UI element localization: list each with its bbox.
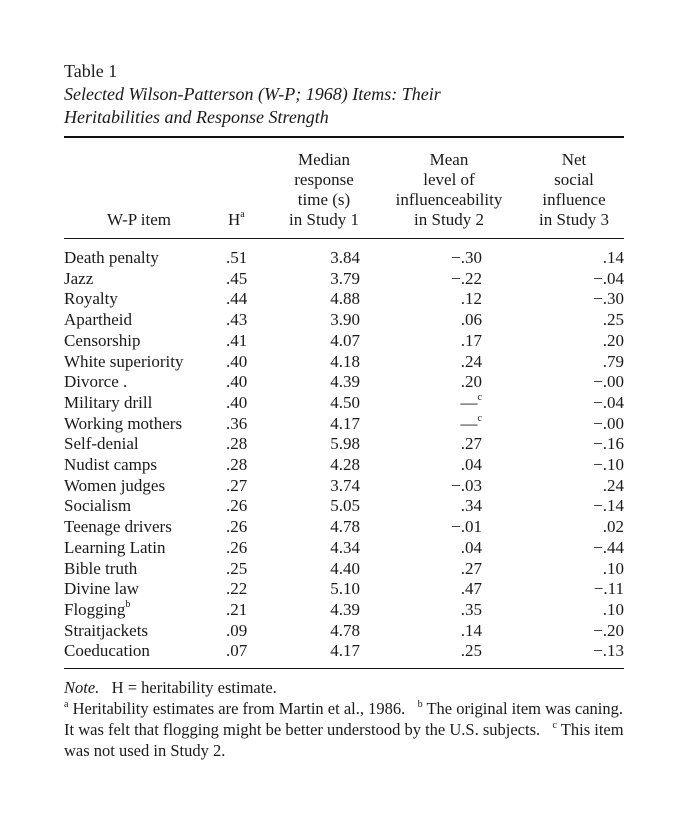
cell-item: Coeducation bbox=[64, 641, 150, 661]
table-row bbox=[64, 331, 624, 352]
cell-item: Death penalty bbox=[64, 248, 159, 267]
table-title-line-1: Selected Wilson-Patterson (W-P; 1968) Items: Their bbox=[64, 84, 441, 104]
cell-mean: .25 bbox=[460, 641, 482, 661]
cell-median: 3.84 bbox=[330, 248, 360, 267]
cell-h: .26 bbox=[226, 537, 248, 557]
cell-mean: −.01 bbox=[451, 517, 482, 537]
table-row bbox=[64, 352, 624, 373]
table-body bbox=[64, 239, 624, 668]
cell-item: Divine law bbox=[64, 579, 140, 599]
cell-net: .02 bbox=[602, 517, 624, 537]
table-row bbox=[64, 476, 624, 497]
cell-mean: —$^c$ bbox=[460, 412, 482, 433]
heritability-table bbox=[64, 138, 624, 669]
cell-median: 3.79 bbox=[330, 268, 360, 288]
cell-item: Working mothers bbox=[64, 413, 183, 433]
cell-item: Divorce . bbox=[64, 372, 128, 392]
cell-net: .20 bbox=[602, 330, 624, 350]
cell-median: 4.39 bbox=[330, 599, 360, 619]
cell-net: .79 bbox=[602, 351, 624, 371]
footnote-a: Heritability estimates are from Martin et al., 1986. bbox=[72, 699, 406, 719]
cell-item: Nudist camps bbox=[64, 455, 158, 475]
cell-item: Teenage drivers bbox=[64, 517, 172, 537]
cell-net: −.30 bbox=[593, 289, 624, 309]
header-median: Median response time (s) in Study 1 bbox=[289, 150, 359, 229]
cell-h: .27 bbox=[226, 475, 248, 495]
cell-h: .40 bbox=[226, 372, 248, 392]
cell-median: 5.10 bbox=[330, 579, 360, 599]
header-net: Net social influence in Study 3 bbox=[539, 150, 609, 229]
cell-mean: .27 bbox=[460, 558, 482, 578]
cell-h: .41 bbox=[226, 330, 248, 350]
table-row bbox=[64, 579, 624, 600]
cell-net: −.20 bbox=[593, 620, 624, 640]
cell-h: .45 bbox=[226, 268, 248, 288]
cell-mean: .35 bbox=[460, 599, 482, 619]
cell-net: −.04 bbox=[593, 392, 624, 412]
cell-net: −.00 bbox=[593, 372, 624, 392]
table-row bbox=[64, 269, 624, 290]
footnote-a-mark: a bbox=[64, 698, 69, 710]
table-row bbox=[64, 239, 624, 269]
cell-h: .43 bbox=[226, 310, 248, 330]
header-mean: Mean level of influenceability in Study 2 bbox=[395, 150, 503, 229]
cell-h: .26 bbox=[226, 496, 248, 516]
cell-median: 3.90 bbox=[330, 310, 360, 330]
cell-h: .09 bbox=[226, 620, 248, 640]
cell-item: Censorship bbox=[64, 330, 141, 350]
header-h: $H^a$ bbox=[228, 209, 245, 229]
table-row bbox=[64, 621, 624, 642]
cell-mean: .27 bbox=[460, 434, 482, 454]
table-row bbox=[64, 289, 624, 310]
cell-net: −.16 bbox=[593, 434, 624, 454]
cell-item: Socialism bbox=[64, 496, 132, 516]
cell-h: .28 bbox=[226, 434, 248, 454]
cell-median: 5.98 bbox=[330, 434, 360, 454]
cell-median: 4.18 bbox=[330, 351, 360, 371]
cell-h: .36 bbox=[226, 413, 248, 433]
cell-item: Jazz bbox=[64, 268, 94, 288]
cell-net: −.04 bbox=[593, 268, 624, 288]
cell-median: 4.07 bbox=[330, 330, 360, 350]
table-row bbox=[64, 393, 624, 414]
cell-item: Royalty bbox=[64, 289, 118, 309]
cell-mean: .14 bbox=[460, 620, 482, 640]
cell-net: −.10 bbox=[593, 455, 624, 475]
cell-net: −.11 bbox=[593, 579, 624, 599]
table-row bbox=[64, 538, 624, 559]
cell-median: 3.74 bbox=[330, 475, 360, 495]
cell-mean: .04 bbox=[460, 537, 482, 557]
cell-item: Apartheid bbox=[64, 310, 132, 330]
cell-net: −.44 bbox=[593, 537, 624, 557]
footnote-c-mark: c bbox=[552, 719, 557, 731]
cell-h: .44 bbox=[226, 289, 248, 309]
cell-mean: −.30 bbox=[451, 248, 482, 267]
cell-mean: .17 bbox=[460, 330, 482, 350]
cell-median: 4.40 bbox=[330, 558, 360, 578]
cell-mean: −.22 bbox=[451, 268, 482, 288]
cell-mean: —$^c$ bbox=[460, 392, 482, 412]
table-title-line-2: Heritabilities and Response Strength bbox=[64, 107, 329, 127]
cell-median: 4.17 bbox=[330, 641, 360, 661]
cell-item: Self-denial bbox=[64, 434, 139, 454]
footnote-b: The original item was caning. It was felt that flogging might be better understood by the U.S. subjects. bbox=[64, 699, 624, 740]
cell-net: .10 bbox=[602, 558, 624, 578]
table-row bbox=[64, 496, 624, 517]
table-row bbox=[64, 641, 624, 668]
cell-h: .28 bbox=[226, 455, 248, 475]
table-container bbox=[64, 60, 624, 761]
table-row bbox=[64, 517, 624, 538]
cell-item: Learning Latin bbox=[64, 537, 166, 557]
cell-net: −.13 bbox=[593, 641, 624, 661]
cell-mean: .47 bbox=[460, 579, 482, 599]
cell-median: 4.34 bbox=[330, 537, 360, 557]
bottom-rule bbox=[64, 668, 624, 669]
cell-h: .40 bbox=[226, 351, 248, 371]
cell-median: 4.50 bbox=[330, 392, 360, 412]
table-row bbox=[64, 455, 624, 476]
cell-net: .10 bbox=[602, 599, 624, 619]
cell-mean: .20 bbox=[460, 372, 482, 392]
table-row bbox=[64, 434, 624, 455]
note-label: Note. bbox=[64, 678, 100, 698]
cell-net: .25 bbox=[602, 310, 624, 330]
cell-item: Straitjackets bbox=[64, 620, 149, 640]
cell-mean: .34 bbox=[460, 496, 482, 516]
table-row bbox=[64, 559, 624, 580]
header-row bbox=[64, 138, 624, 238]
table-row bbox=[64, 600, 624, 621]
footnote-c: This item was not used in Study 2. bbox=[64, 720, 624, 761]
table-row bbox=[64, 372, 624, 393]
cell-item: Bible truth bbox=[64, 558, 138, 578]
cell-h: .22 bbox=[226, 579, 248, 599]
cell-h: .25 bbox=[226, 558, 248, 578]
cell-median: 4.39 bbox=[330, 372, 360, 392]
cell-mean: .12 bbox=[460, 289, 482, 309]
cell-mean: −.03 bbox=[451, 475, 482, 495]
footnote-b-mark: b bbox=[417, 698, 423, 710]
cell-item: Military drill bbox=[64, 392, 153, 412]
cell-mean: .06 bbox=[460, 310, 482, 330]
table-row bbox=[64, 310, 624, 331]
cell-h: .51 bbox=[226, 248, 248, 267]
cell-net: .14 bbox=[602, 248, 624, 267]
cell-median: 4.28 bbox=[330, 455, 360, 475]
cell-h: .26 bbox=[226, 517, 248, 537]
cell-median: 4.88 bbox=[330, 289, 360, 309]
cell-median: 4.17 bbox=[330, 413, 360, 433]
cell-item: Flogging$^b$ bbox=[64, 599, 131, 619]
cell-h: .21 bbox=[226, 599, 248, 619]
table-note bbox=[64, 677, 624, 761]
cell-median: 4.78 bbox=[330, 620, 360, 640]
table-label: Table 1 bbox=[64, 61, 118, 81]
note-text: H = heritability estimate. bbox=[111, 678, 277, 698]
header-item: W-P item bbox=[106, 210, 172, 229]
cell-net: −.00 bbox=[593, 413, 624, 433]
cell-item: White superiority bbox=[64, 351, 184, 371]
cell-median: 5.05 bbox=[330, 496, 360, 516]
cell-item: Women judges bbox=[64, 475, 166, 495]
cell-net: .24 bbox=[602, 475, 624, 495]
cell-h: .40 bbox=[226, 392, 248, 412]
table-row bbox=[64, 414, 624, 435]
cell-median: 4.78 bbox=[330, 517, 360, 537]
cell-h: .07 bbox=[226, 641, 248, 661]
cell-net: −.14 bbox=[593, 496, 624, 516]
cell-mean: .24 bbox=[460, 351, 482, 371]
cell-mean: .04 bbox=[460, 455, 482, 475]
